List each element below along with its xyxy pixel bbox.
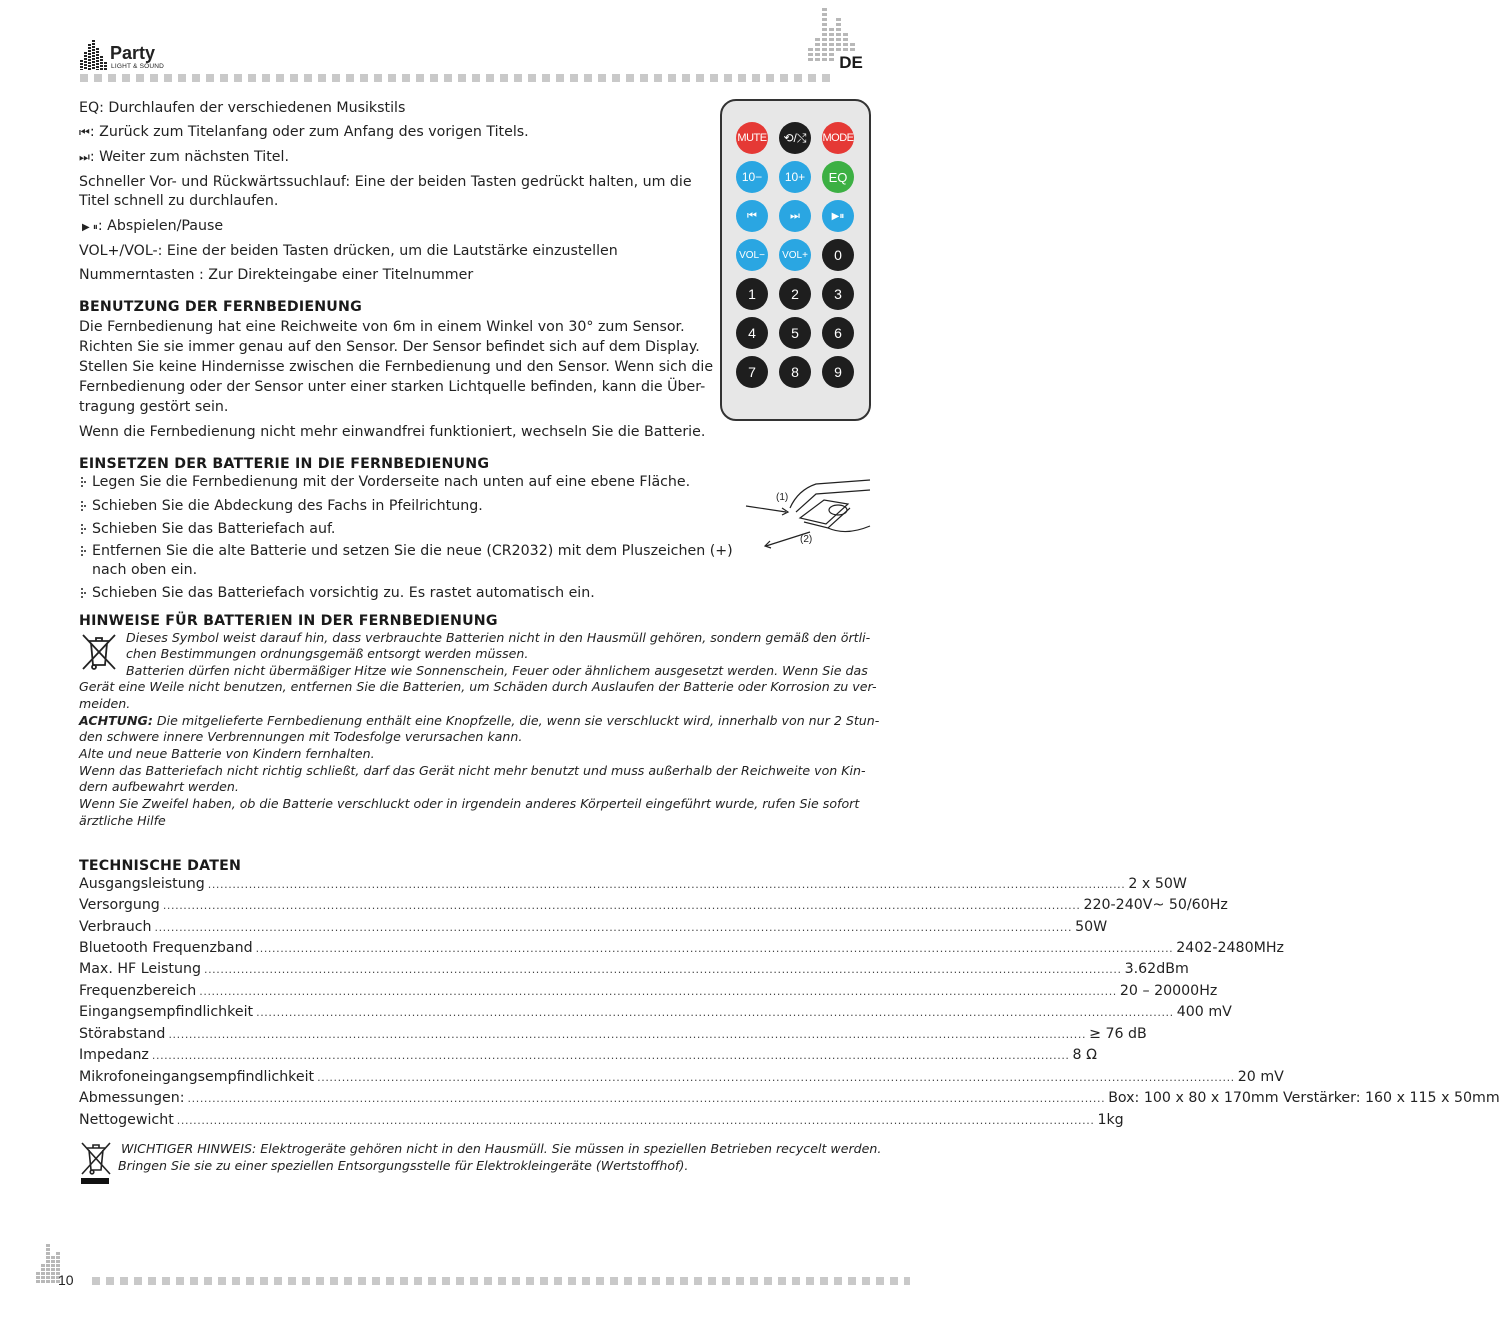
section-title-tech: TECHNISCHE DATEN [79,858,242,874]
intro-line: ⏭: Weiter zum nächsten Titel. [79,149,289,165]
important-note-line: Bringen Sie sie zu einer speziellen Entsorgungsstelle für Elektrokleingeräte (Wertstoffhof). [118,1158,689,1173]
remote-mode-button: MODE [822,122,854,154]
battery-step-continued: nach oben ein. [92,562,198,578]
bullet-icon [81,524,88,536]
remote-repeat-shuffle-button: ⟲/⤭ [779,122,811,154]
spec-row: Störabstand ................................................................................................................................................................................................................................ ≥ 76 dB [79,1026,1147,1042]
language-badge: DE [836,52,866,74]
remote-previous-button: ⏮ [736,200,768,232]
spec-row: Mikrofoneingangsempfindlichkeit ................................................................................................................................................................................................................................ 20 mV [79,1069,1284,1085]
important-note-line: WICHTIGER HINWEIS: Elektrogeräte gehören nicht in den Hausmüll. Sie müssen in speziellen Betrieben recycelt werden. [121,1141,882,1156]
hint-line: chen Bestimmungen ordnungsgemäß entsorgt werden müssen. [126,646,529,661]
spec-row: Nettogewicht ................................................................................................................................................................................................................................ 1kg [79,1112,1124,1128]
spec-row: Bluetooth Frequenzband ................................................................................................................................................................................................................................ 2402-2480MHz [79,940,1284,956]
remote-key-4: 4 [736,317,768,349]
figure-label-2: (2) [800,534,813,545]
intro-line: VOL+/VOL-: Eine der beiden Tasten drücken, um die Lautstärke einzustellen [79,243,618,259]
brand-sub: LIGHT & SOUND [111,63,165,70]
hint-line: Batterien dürfen nicht übermäßiger Hitze wie Sonnenschein, Feuer oder ähnlichem ausgesetzt werden. Wenn Sie das [126,663,868,678]
hint-line: Gerät eine Weile nicht benutzen, entfernen Sie die Batterien, um Schäden durch Auslaufen der Batterie oder Korrosion zu ver- [79,679,877,694]
header-dash-strip [80,74,832,82]
hint-line: meiden. [79,696,131,711]
brand-logo [80,40,170,74]
remote-key-1: 1 [736,278,768,310]
hint-line: Alte und neue Batterie von Kindern fernhalten. [79,746,375,761]
intro-line: ⏮: Zurück zum Titelanfang oder zum Anfang des vorigen Titels. [79,124,529,140]
battery-step: Schieben Sie das Batteriefach vorsichtig zu. Es rastet automatisch ein. [92,585,595,601]
remote-vol-up-button: VOL+ [779,239,811,271]
intro-line: ▶ ⏸: Abspielen/Pause [82,218,224,234]
bullet-icon [81,588,88,600]
warning-label: ACHTUNG: [79,713,153,728]
next-track-icon: ⏭ [79,150,90,164]
spec-row: Versorgung ................................................................................................................................................................................................................................ 220-240V~ 50/60Hz [79,897,1228,913]
play-pause-icon: ▶ ⏸ [82,222,98,233]
remote-key-0: 0 [822,239,854,271]
crossed-bin-icon [79,631,119,671]
bullet-icon [81,477,88,489]
intro-line: Schneller Vor- und Rückwärtssuchlauf: Eine der beiden Tasten gedrückt halten, um die [79,174,692,190]
remote-next-button: ⏭ [779,200,811,232]
section-title-battery: EINSETZEN DER BATTERIE IN DIE FERNBEDIENUNG [79,456,490,472]
paragraph-line: Stellen Sie keine Hindernisse zwischen die Fernbedienung und den Sensor. Wenn sich die [79,359,714,375]
hint-line-warning: ACHTUNG: Die mitgelieferte Fernbedienung enthält eine Knopfzelle, die, wenn sie verschluckt wird, innerhalb von nur 2 Stun- [79,713,880,728]
spec-row: Impedanz ................................................................................................................................................................................................................................ 8 Ω [79,1047,1097,1063]
section-title-remote: BENUTZUNG DER FERNBEDIENUNG [79,299,362,315]
remote-eq-button: EQ [822,161,854,193]
hint-line: ärztliche Hilfe [79,813,166,828]
battery-step: Schieben Sie die Abdeckung des Fachs in Pfeilrichtung. [92,498,483,514]
spec-row: Abmessungen: ................................................................................................................................................................................................................................ Box: 100 x 80 x 170mm Verstärker: 160 x 115 x 50mm [79,1090,1500,1106]
remote-key-6: 6 [822,317,854,349]
intro-line: Nummerntasten : Zur Direkteingabe einer Titelnummer [79,267,474,283]
remote-key-3: 3 [822,278,854,310]
paragraph-line: Wenn die Fernbedienung nicht mehr einwandfrei funktioniert, wechseln Sie die Batterie. [79,424,706,440]
brand-main: Party [110,43,156,63]
weee-bin-icon [79,1140,113,1186]
spec-row: Eingangsempfindlichkeit ................................................................................................................................................................................................................................ 400 mV [79,1004,1232,1020]
hint-line: dern aufbewahrt werden. [79,779,239,794]
remote-minus10-button: 10− [736,161,768,193]
remote-key-9: 9 [822,356,854,388]
paragraph-line: tragung gestört sein. [79,399,229,415]
footer-dash-strip [92,1277,910,1285]
paragraph-line: Richten Sie sie immer genau auf den Sensor. Der Sensor befindet sich auf dem Display. [79,339,700,355]
spec-row: Frequenzbereich ................................................................................................................................................................................................................................ 20 – 20000Hz [79,983,1218,999]
battery-step: Legen Sie die Fernbedienung mit der Vorderseite nach unten auf eine ebene Fläche. [92,474,691,490]
battery-step: Schieben Sie das Batteriefach auf. [92,521,336,537]
previous-track-icon: ⏮ [79,125,90,139]
hint-line: den schwere innere Verbrennungen mit Todesfolge verursachen kann. [79,729,523,744]
battery-step: Entfernen Sie die alte Batterie und setzen Sie die neue (CR2032) mit dem Pluszeichen (+) [92,543,733,559]
remote-key-5: 5 [779,317,811,349]
spec-row: Ausgangsleistung ................................................................................................................................................................................................................................ 2 x 50W [79,876,1187,892]
intro-line: EQ: Durchlaufen der verschiedenen Musikstils [79,100,406,116]
bullet-icon [81,501,88,513]
intro-line: Titel schnell zu durchlaufen. [79,193,279,209]
hint-line: Dieses Symbol weist darauf hin, dass verbrauchte Batterien nicht in den Hausmüll gehören, sondern gemäß den örtli- [126,630,871,645]
hint-line: Wenn das Batteriefach nicht richtig schließt, darf das Gerät nicht mehr benutzt und muss außerhalb der Reichweite von Kin- [79,763,866,778]
remote-key-8: 8 [779,356,811,388]
logo-bars-icon [80,40,107,70]
spec-row: Max. HF Leistung ................................................................................................................................................................................................................................ 3.62dBm [79,961,1189,977]
spec-row: Verbrauch ................................................................................................................................................................................................................................ 50W [79,919,1108,935]
remote-control-illustration [720,99,871,421]
remote-plus10-button: 10+ [779,161,811,193]
page-number: 10 [58,1272,74,1288]
paragraph-line: Die Fernbedienung hat eine Reichweite von 6m in einem Winkel von 30° zum Sensor. [79,319,685,335]
remote-mute-button: MUTE [736,122,768,154]
paragraph-line: Fernbedienung oder der Sensor unter einer starken Lichtquelle befinden, kann die Über- [79,379,706,395]
remote-key-7: 7 [736,356,768,388]
bullet-icon [81,546,88,558]
remote-play-pause-button: ▶⏸ [822,200,854,232]
hint-line: Wenn Sie Zweifel haben, ob die Batterie verschluckt oder in irgendein anderes Körperteil eingeführt wurde, rufen Sie sofort [79,796,860,811]
figure-label-1: (1) [776,492,789,503]
remote-key-2: 2 [779,278,811,310]
battery-compartment-figure [738,478,870,558]
remote-vol-down-button: VOL− [736,239,768,271]
section-title-hints: HINWEISE FÜR BATTERIEN IN DER FERNBEDIENUNG [79,613,498,629]
